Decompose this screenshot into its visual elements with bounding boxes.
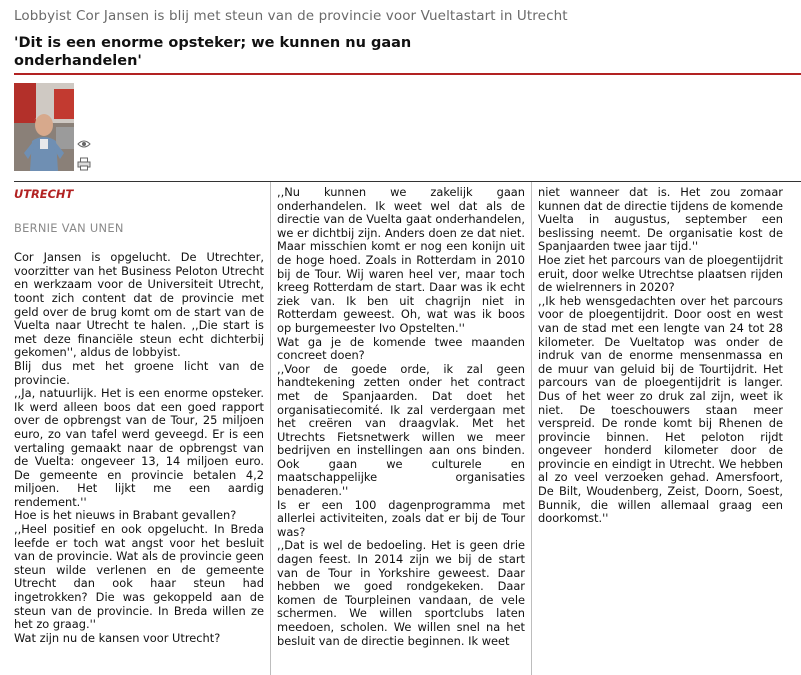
column-separator [270,182,271,675]
question: Hoe ziet het parcours van de ploegentijdrit eruit, door welke Utrechtse plaatsen rijden de wielrenners in 2020? [538,252,783,295]
paragraph: ,,Heel positief en ook opgelucht. In Breda leefde er toch wat angst voor het besluit van de provincie. Wat als de provincie geen steun wilde verlenen en de gemeente Utrecht dan ook haar steun had ingetrokken? Die was gekoppeld aan de steun van de provincie. In Breda willen ze het zo graag.'' [14,522,264,632]
article-column-2 [277,186,525,648]
paragraph: ,,Voor de goede orde, ik zal geen handtekening zetten onder het contract met de Spanjaarden. Dat doet het organisatiecomité. Ik zal verdergaan met het creëren van draagvlak. Met het Utrechts Fietsnetwerk willen we meer bedrijven en instellingen aan ons binden. Ook gaan we culturele en maatschappelijke organisaties benaderen.'' [277,361,525,499]
question: Wat zijn nu de kansen voor Utrecht? [14,630,221,645]
paragraph: niet wanneer dat is. Het zou zomaar kunnen dat de directie tijdens de komende Vuelta in augustus, september een beslissing neemt. De organisatie kost de Spanjaarden twee jaar tijd.'' [538,185,783,254]
eye-icon[interactable] [77,139,91,149]
paragraph: ,,Dat is wel de bedoeling. Het is geen drie dagen feest. In 2014 zijn we bij de start van de Tour in Yorkshire geweest. Daar hebben we goed rondgekeken. Daar komen de Tourpleinen vandaan, de vele schermen. We willen sportclubs laten meedoen, scholen. We willen snel na het besluit van de directie beginnen. Ik weet [277,538,525,648]
portrait-photo [14,83,74,171]
byline: BERNIE VAN UNEN [14,220,124,235]
paragraph: ,,Ik heb wensgedachten over het parcours voor de ploegentijdrit. Door oost en west van de stad met een lengte van 24 tot 28 kilometer. De Vueltatop was onder de indruk van de enorme mensenmassa en de muur van geluid bij de Tourtijdrit. Het parcours van de ploegentijdrit is langer. Dus of het weer zo druk zal zijn, weet ik niet. De toeschouwers staan meer verspreid. De ronde komt bij Rhenen de provincie binnen. Het peloton rijdt ongeveer honderd kilometer door de provincie en eindigt in Utrecht. We hebben al zo veel verzoeken gehad. Amersfoort, De Bilt, Woudenberg, Zeist, Doorn, Soest, Bunnik, die willen allemaal graag een doorkomst.'' [538,293,783,526]
headline-divider [14,73,801,75]
article-column-3 [538,186,783,526]
question: Wat ga je de komende twee maanden concreet doen? [277,334,525,363]
question: Is er een 100 dagenprogramma met allerlei activiteiten, zoals dat er bij de Tour was? [277,497,525,539]
body-divider [14,181,801,182]
paragraph: ,,Ja, natuurlijk. Het is een enorme opsteker. Ik werd alleen boos dat een goed rapport over de opbrengst van de Tour, 25 miljoen euro, zo van tafel werd geveegd. Er is een vertaling gemaakt naar de opbrengst van de Vuelta: ongeveer 13, 14 miljoen euro. De gemeente en provincie betalen 4,2 miljoen. Het lijkt me een aardig rendement.'' [14,386,264,509]
dateline-place: UTRECHT [14,187,74,201]
column-separator [531,182,532,675]
article-kicker: Lobbyist Cor Jansen is blij met steun van de provincie voor Vueltastart in Utrecht [14,8,568,24]
paragraph: Cor Jansen is opgelucht. De Utrechter, voorzitter van het Business Peloton Utrecht en werkzaam voor de Universiteit Utrecht, toont zich content dat de provincie met geld over de brug komt om de start van de Vuelta naar Utrecht te halen. ,,Die start is met deze financiële steun echt dichterbij gekomen'', aldus de lobbyist. [14,250,264,360]
print-icon[interactable] [77,157,91,171]
article-headline: 'Dit is een enorme opsteker; we kunnen nu gaan onderhandelen' [14,35,412,69]
paragraph: Blij dus met het groene licht van de provincie. [14,358,264,387]
question: Hoe is het nieuws in Brabant gevallen? [14,508,237,523]
paragraph: ,,Nu kunnen we zakelijk gaan onderhandelen. Ik weet wel dat als de directie van de Vuelta gaat onderhandelen, we er dichtbij zijn. Anders doen ze dat niet. Maar misschien komt er nog een konijn uit de hoge hoed. Zoals in Rotterdam in 2010 bij de Tour. Wij waren heel ver, maar toch kreeg Rotterdam de start. Daar was ik echt ziek van. Ik ben uit chagrijn niet in Rotterdam geweest. Oh, wat was ik boos op burgemeester Ivo Opstelten.'' [277,185,525,335]
article-column-1 [14,186,264,645]
